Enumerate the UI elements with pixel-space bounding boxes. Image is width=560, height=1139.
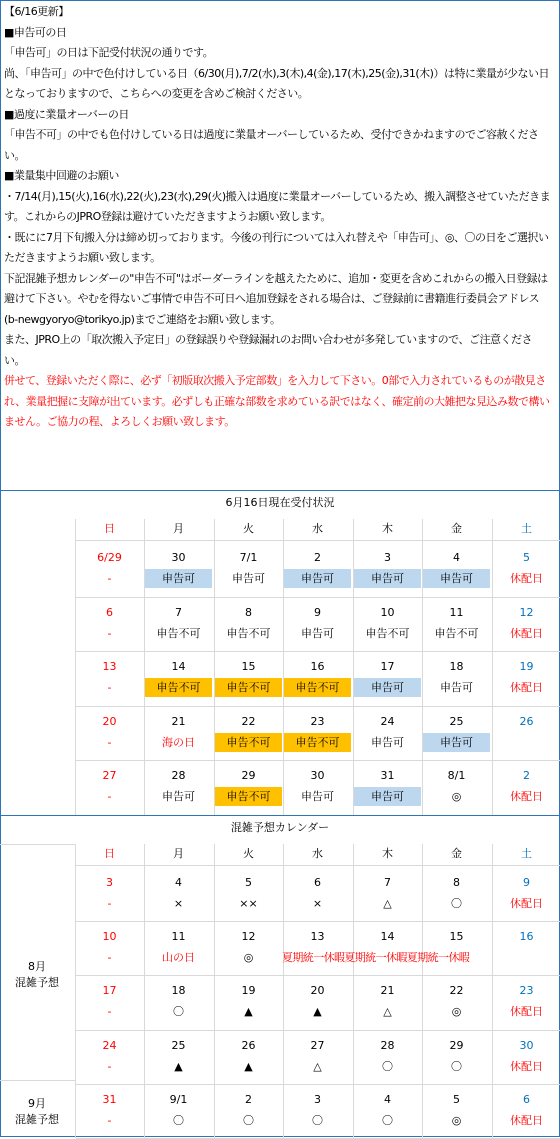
day-number: 20 xyxy=(310,984,325,998)
day-number: 28 xyxy=(380,1038,395,1052)
day-number: 13 xyxy=(310,930,325,944)
day-number: 17 xyxy=(102,984,117,998)
grid-line xyxy=(76,540,560,541)
day-status: 申告可 xyxy=(354,678,421,697)
notice-line: 下記混雑予想カレンダーの"申告不可"はボーダーラインを越えたために、追加・変更を含めこれからの搬入日登録は避けて下さい。やむを得ないご事情で申告不可日へ追加登録をされる場合は、ご登録前に書籍進行委員会アドレス xyxy=(4,271,548,305)
day-number: 12 xyxy=(519,605,534,619)
day-status: 申告可 xyxy=(371,735,404,749)
day-number: 8 xyxy=(245,605,252,619)
grid-line xyxy=(0,844,76,845)
day-status: 休配日 xyxy=(510,1005,543,1019)
notice-line: ■過度に業量オーバーの日 xyxy=(4,107,129,121)
day-number: 17 xyxy=(380,660,395,674)
day-number: 23 xyxy=(310,714,325,728)
day-number: 7 xyxy=(384,876,391,889)
day-status: ▲ xyxy=(313,1005,322,1019)
day-status: 休配日 xyxy=(510,790,543,804)
notice-line: ■業量集中回避のお願い xyxy=(4,169,119,182)
weekday-header: 土 xyxy=(521,847,532,860)
grid-line xyxy=(76,651,560,652)
day-status: 〇 xyxy=(243,1113,254,1127)
day-number: 19 xyxy=(519,660,534,674)
day-status: △ xyxy=(313,1059,322,1073)
day-status: ×× xyxy=(239,897,258,910)
day-number: 21 xyxy=(380,984,395,998)
june-status-title: 6月16日現在受付状況 xyxy=(225,496,335,509)
grid-vline xyxy=(214,844,215,1138)
notice-line: 【6/16更新】 xyxy=(4,5,69,18)
weekday-header: 日 xyxy=(104,847,115,860)
day-number: 5 xyxy=(245,876,252,889)
day-status: 休配日 xyxy=(510,1059,543,1073)
day-status: - xyxy=(107,1005,112,1019)
day-number: 6 xyxy=(314,876,321,889)
day-status: - xyxy=(107,790,112,804)
day-number: 31 xyxy=(102,1092,117,1106)
day-number: 10 xyxy=(380,605,395,619)
day-status: 〇 xyxy=(382,1113,393,1127)
day-number: 13 xyxy=(102,660,117,674)
day-number: 2 xyxy=(245,1092,252,1106)
grid-vline xyxy=(75,844,76,1138)
day-status: - xyxy=(107,951,112,965)
day-status: - xyxy=(107,1113,112,1127)
day-status: ◎ xyxy=(451,1113,462,1127)
month-label-september xyxy=(0,1096,74,1128)
day-number: 30 xyxy=(519,1038,534,1052)
notice-line: 「申告不可」の中でも色付けしている日は過度に業量オーバーしているため、受付できかねますのでご容赦ください。 xyxy=(4,128,539,162)
day-status: - xyxy=(107,1059,112,1073)
day-status: 申告不可 xyxy=(434,626,479,640)
day-status: ◎ xyxy=(451,1005,462,1019)
day-status: 申告不可 xyxy=(226,626,271,640)
day-status: 申告可 xyxy=(423,569,490,588)
day-number: 22 xyxy=(241,714,256,728)
grid-line xyxy=(76,921,560,922)
day-status: 休配日 xyxy=(510,626,543,640)
month-label-line: 8月 xyxy=(28,960,46,973)
day-status: 申告不可 xyxy=(284,733,351,752)
day-status: 〇 xyxy=(173,1005,184,1019)
day-status: 〇 xyxy=(312,1113,323,1127)
day-number: 3 xyxy=(106,876,113,889)
weekday-header: 木 xyxy=(382,847,393,860)
day-number: 14 xyxy=(380,930,395,944)
day-number: 16 xyxy=(310,660,325,674)
day-number: 25 xyxy=(449,714,464,728)
day-number: 5 xyxy=(523,551,530,564)
month-label-line: 9月 xyxy=(28,1097,46,1110)
day-status: 申告可 xyxy=(284,569,351,588)
month-label-august xyxy=(0,959,74,991)
day-number: 7/1 xyxy=(239,551,258,564)
day-number: 2 xyxy=(523,769,530,783)
grid-line xyxy=(76,975,560,976)
day-status: - xyxy=(107,572,112,585)
day-number: 23 xyxy=(519,984,534,998)
day-status: 申告可 xyxy=(301,790,334,804)
day-number: 24 xyxy=(102,1038,117,1052)
day-status: 申告可 xyxy=(354,569,421,588)
day-number: 4 xyxy=(453,551,460,564)
day-status: - xyxy=(107,626,112,640)
day-status: 申告不可 xyxy=(365,626,410,640)
day-number: 22 xyxy=(449,984,464,998)
day-status: 山の日 xyxy=(162,951,195,965)
grid-vline xyxy=(214,519,215,815)
summer-holiday-label: 夏期統一休暇夏期統一休暇夏期統一休暇 xyxy=(282,951,470,965)
day-number: 9/1 xyxy=(169,1092,188,1106)
day-number: 26 xyxy=(519,714,534,728)
day-number: 24 xyxy=(380,714,395,728)
day-status: - xyxy=(107,897,112,910)
day-number: 15 xyxy=(241,660,256,674)
weekday-header: 日 xyxy=(104,522,115,535)
day-number: 8/1 xyxy=(447,769,466,783)
day-number: 29 xyxy=(449,1038,464,1052)
notice-line: ■申告可の日 xyxy=(4,25,67,39)
day-number: 11 xyxy=(171,930,186,944)
grid-line xyxy=(76,865,560,866)
grid-vline xyxy=(422,844,423,1138)
day-status: 申告可 xyxy=(232,572,265,585)
weekday-header: 火 xyxy=(243,522,254,535)
day-number: 9 xyxy=(523,876,530,889)
day-status: 申告不可 xyxy=(215,678,282,697)
day-status: ▲ xyxy=(174,1059,183,1073)
day-number: 30 xyxy=(310,769,325,783)
grid-line xyxy=(76,1084,560,1085)
grid-line xyxy=(76,706,560,707)
day-number: 27 xyxy=(310,1038,325,1052)
day-status: 申告不可 xyxy=(156,626,201,640)
grid-line xyxy=(76,597,560,598)
day-number: 25 xyxy=(171,1038,186,1052)
day-number: 6 xyxy=(523,1092,530,1106)
grid-vline xyxy=(492,844,493,1138)
day-number: 27 xyxy=(102,769,117,783)
notice-line: また、JPRO上の「取次搬入予定日」の登録誤りや登録漏れのお問い合わせが多発していますので、ご注意ください。 xyxy=(4,333,532,367)
day-number: 18 xyxy=(449,660,464,674)
day-status: 〇 xyxy=(382,1059,393,1073)
day-number: 29 xyxy=(241,769,256,783)
day-number: 10 xyxy=(102,930,117,944)
grid-vline xyxy=(75,519,76,815)
section-divider xyxy=(0,815,560,816)
day-status: 申告不可 xyxy=(215,733,282,752)
day-status: △ xyxy=(383,897,392,910)
day-status: 海の日 xyxy=(162,735,195,749)
day-number: 26 xyxy=(241,1038,256,1052)
grid-vline xyxy=(283,519,284,815)
day-status: △ xyxy=(383,1005,392,1019)
day-number: 6 xyxy=(106,605,113,619)
day-number: 30 xyxy=(171,551,186,564)
day-status: - xyxy=(107,735,112,749)
weekday-header: 月 xyxy=(173,847,184,860)
weekday-header: 火 xyxy=(243,847,254,860)
day-status: ◎ xyxy=(451,790,462,804)
notice-line: 併せて、登録いただく際に、必ず「初版取次搬入予定部数」を入力して下さい。0部で入力されているものが散見され、業量把握に支障が出ています。必ずしも正確な部数を求めている訳ではなく、確定前の大雑把な見込み数で構いません。ご協力の程、よろしくお願い致します。 xyxy=(4,374,550,428)
weekday-header: 水 xyxy=(312,522,323,535)
day-status: 申告可 xyxy=(440,681,473,695)
notice-line: ・既にに7月下旬搬入分は締め切っております。今後の刊行については入れ替えや「申告可」、◎、〇の日をご選択いただきますようお願い致します。 xyxy=(4,230,549,264)
notice-line: 尚、「申告可」の中で色付けしている日（6/30(月),7/2(水),3(木),4(金),17(木),25(金),31(木)）は特に業量が少ない日となっておりますので、こちらへの変更を含めご検討ください。 xyxy=(4,66,549,100)
weekday-header: 月 xyxy=(173,522,184,535)
notice-block xyxy=(4,2,552,433)
day-number: 28 xyxy=(171,769,186,783)
day-status: 休配日 xyxy=(510,897,543,910)
day-number: 7 xyxy=(175,605,182,619)
day-number: 15 xyxy=(449,930,464,944)
grid-vline xyxy=(422,519,423,815)
weekday-header: 水 xyxy=(312,847,323,860)
day-status: 申告可 xyxy=(145,569,212,588)
day-status: ◎ xyxy=(243,951,254,965)
weekday-header: 木 xyxy=(382,522,393,535)
day-status: - xyxy=(107,681,112,695)
day-number: 2 xyxy=(314,551,321,564)
grid-line xyxy=(76,1030,560,1031)
day-status: 申告可 xyxy=(423,733,490,752)
day-status: 申告可 xyxy=(301,626,334,640)
day-status: ▲ xyxy=(244,1005,253,1019)
day-status: 〇 xyxy=(451,1059,462,1073)
day-status: 申告不可 xyxy=(145,678,212,697)
day-number: 8 xyxy=(453,876,460,889)
day-number: 11 xyxy=(449,605,464,619)
day-number: 31 xyxy=(380,769,395,783)
grid-vline xyxy=(492,519,493,815)
day-status xyxy=(493,948,560,967)
grid-vline xyxy=(283,844,284,1138)
day-status: 〇 xyxy=(451,897,462,910)
day-status: × xyxy=(312,897,323,910)
day-number: 18 xyxy=(171,984,186,998)
grid-line xyxy=(76,760,560,761)
forecast-title: 混雑予想カレンダー xyxy=(230,821,330,834)
day-status: 休配日 xyxy=(510,572,543,585)
day-number: 3 xyxy=(384,551,391,564)
section-divider xyxy=(0,490,560,491)
day-number: 6/29 xyxy=(97,551,122,564)
notice-line: 「申告可」の日は下記受付状況の通りです。 xyxy=(4,46,214,59)
day-number: 12 xyxy=(241,930,256,944)
day-number: 19 xyxy=(241,984,256,998)
weekday-header: 土 xyxy=(521,522,532,535)
day-number: 14 xyxy=(171,660,186,674)
notice-line: ・7/14(月),15(火),16(水),22(火),23(水),29(火)搬入は過度に業量オーバーしているため、搬入調整させていただきます。これからのJPRO登録は避けていただきますようお願い致します。 xyxy=(4,189,551,223)
month-label-line: 混雑予想 xyxy=(15,1113,59,1126)
day-number: 16 xyxy=(519,930,534,944)
day-number: 4 xyxy=(384,1092,391,1106)
day-status: 申告可 xyxy=(354,787,421,806)
day-status: 申告不可 xyxy=(284,678,351,697)
grid-vline xyxy=(144,519,145,815)
day-number: 5 xyxy=(453,1092,460,1106)
day-status: × xyxy=(173,897,184,910)
day-status: ▲ xyxy=(244,1059,253,1073)
day-status: 休配日 xyxy=(510,681,543,695)
weekday-header: 金 xyxy=(451,522,462,535)
grid-line xyxy=(0,1080,76,1081)
day-status: 休配日 xyxy=(510,1113,543,1127)
day-number: 20 xyxy=(102,714,117,728)
day-status: 〇 xyxy=(173,1113,184,1127)
day-number: 21 xyxy=(171,714,186,728)
weekday-header: 金 xyxy=(451,847,462,860)
grid-vline xyxy=(353,519,354,815)
day-status xyxy=(493,733,560,752)
notice-line: (b-newgyoryo@torikyo.jp)までご連絡をお願い致します。 xyxy=(4,312,281,326)
day-number: 9 xyxy=(314,605,321,619)
grid-vline xyxy=(353,844,354,1138)
day-number: 4 xyxy=(175,876,182,889)
grid-vline xyxy=(144,844,145,1138)
day-status: 申告不可 xyxy=(215,787,282,806)
day-number: 3 xyxy=(314,1092,321,1106)
month-label-line: 混雑予想 xyxy=(15,976,59,989)
day-status: 申告可 xyxy=(162,790,195,804)
